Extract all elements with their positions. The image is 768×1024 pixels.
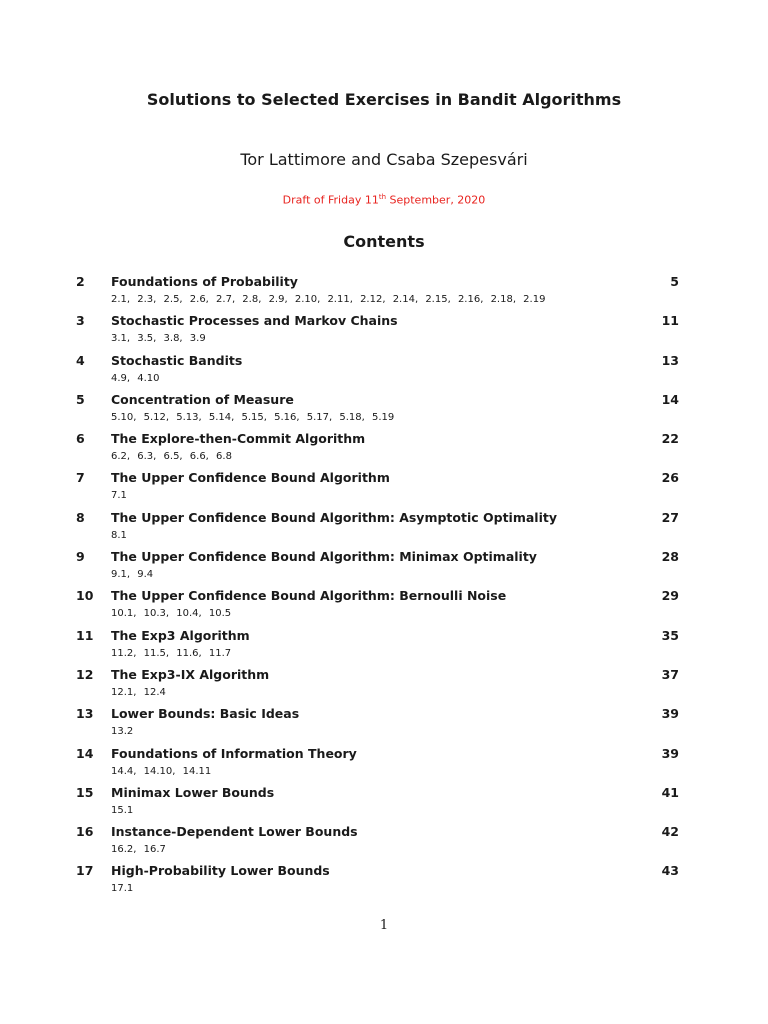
exercise-list: 3.1, 3.5, 3.8, 3.9 bbox=[111, 333, 206, 345]
chapter-page-link[interactable]: 5 bbox=[670, 274, 679, 289]
toc-entry[interactable] bbox=[76, 508, 679, 547]
chapter-page-link[interactable]: 39 bbox=[661, 706, 679, 722]
chapter-title-link[interactable]: Stochastic Bandits bbox=[111, 352, 243, 368]
chapter-page-link[interactable]: 42 bbox=[661, 824, 679, 840]
chapter-number: 6 bbox=[76, 431, 85, 447]
chapter-line[interactable] bbox=[76, 626, 679, 646]
toc-entry[interactable] bbox=[76, 272, 679, 311]
draft-date bbox=[0, 193, 768, 207]
chapter-title-link[interactable]: Foundations of Information Theory bbox=[111, 745, 357, 761]
exercise-list: 11.2, 11.5, 11.6, 11.7 bbox=[111, 647, 232, 659]
chapter-number: 14 bbox=[76, 745, 94, 761]
document-title: Solutions to Selected Exercises in Bandit Algorithms bbox=[146, 90, 622, 109]
exercise-list: 9.1, 9.4 bbox=[111, 569, 154, 581]
chapter-page-link[interactable]: 28 bbox=[661, 549, 679, 565]
exercise-list: 14.4, 14.10, 14.11 bbox=[111, 765, 212, 777]
chapter-title-link[interactable]: High-Probability Lower Bounds bbox=[111, 863, 330, 879]
chapter-line[interactable] bbox=[76, 665, 679, 685]
toc-entry[interactable] bbox=[76, 783, 679, 822]
chapter-line[interactable] bbox=[76, 390, 679, 410]
chapter-title-link[interactable]: Concentration of Measure bbox=[111, 391, 294, 407]
exercise-list: 17.1 bbox=[111, 883, 134, 895]
toc-entry[interactable] bbox=[76, 665, 679, 704]
chapter-line[interactable] bbox=[76, 272, 679, 292]
chapter-page-link[interactable]: 41 bbox=[661, 784, 679, 800]
toc-entry[interactable] bbox=[76, 822, 679, 861]
chapter-title-link[interactable]: The Exp3 Algorithm bbox=[111, 627, 250, 643]
chapter-line[interactable] bbox=[76, 508, 679, 528]
toc-entry[interactable] bbox=[76, 704, 679, 743]
toc-entry[interactable] bbox=[76, 390, 679, 429]
exercise-list: 2.1, 2.3, 2.5, 2.6, 2.7, 2.8, 2.9, 2.10, 2.11, 2.12, 2.14, 2.15, 2.16, 2.18, 2.19 bbox=[111, 294, 546, 305]
toc-entry[interactable] bbox=[76, 429, 679, 468]
exercise-list: 16.2, 16.7 bbox=[111, 844, 166, 856]
exercise-list: 10.1, 10.3, 10.4, 10.5 bbox=[111, 608, 232, 620]
chapter-number: 16 bbox=[76, 824, 94, 840]
draft-suffix: September, 2020 bbox=[386, 193, 486, 207]
chapter-line[interactable] bbox=[76, 783, 679, 803]
chapter-page-link[interactable]: 39 bbox=[661, 745, 679, 761]
chapter-title-link[interactable]: The Upper Confidence Bound Algorithm: Minimax Optimality bbox=[111, 549, 537, 565]
chapter-title-link[interactable]: Instance-Dependent Lower Bounds bbox=[111, 824, 358, 840]
exercise-list: 5.10, 5.12, 5.13, 5.14, 5.15, 5.16, 5.17, 5.18, 5.19 bbox=[111, 411, 395, 423]
chapter-title-link[interactable]: The Upper Confidence Bound Algorithm: Bernoulli Noise bbox=[111, 588, 507, 604]
chapter-page-link[interactable]: 37 bbox=[661, 666, 679, 682]
chapter-page-link[interactable]: 43 bbox=[661, 863, 679, 879]
chapter-page-link[interactable]: 29 bbox=[661, 588, 679, 604]
toc-entry[interactable] bbox=[76, 311, 679, 350]
exercise-list: 6.2, 6.3, 6.5, 6.6, 6.8 bbox=[111, 451, 232, 463]
chapter-number: 17 bbox=[76, 863, 94, 879]
chapter-number: 11 bbox=[76, 627, 94, 643]
chapter-line[interactable] bbox=[76, 704, 679, 724]
exercise-list: 13.2 bbox=[111, 726, 134, 738]
chapter-title-link[interactable]: Minimax Lower Bounds bbox=[111, 784, 275, 800]
table-of-contents bbox=[76, 272, 679, 901]
toc-entry[interactable] bbox=[76, 626, 679, 665]
toc-entry[interactable] bbox=[76, 744, 679, 783]
chapter-number: 4 bbox=[76, 352, 85, 368]
chapter-line[interactable] bbox=[76, 861, 679, 881]
chapter-line[interactable] bbox=[76, 586, 679, 606]
chapter-number: 9 bbox=[76, 549, 85, 565]
chapter-line[interactable] bbox=[76, 822, 679, 842]
chapter-title-link[interactable]: The Upper Confidence Bound Algorithm bbox=[111, 470, 390, 486]
chapter-title-link[interactable]: The Explore-then-Commit Algorithm bbox=[111, 431, 366, 447]
chapter-title-link[interactable]: Lower Bounds: Basic Ideas bbox=[111, 706, 300, 722]
chapter-number: 2 bbox=[76, 274, 85, 289]
chapter-number: 13 bbox=[76, 706, 94, 722]
chapter-title-link[interactable]: Foundations of Probability bbox=[111, 274, 298, 289]
authors: Tor Lattimore and Csaba Szepesvári bbox=[240, 150, 528, 169]
chapter-number: 12 bbox=[76, 666, 94, 682]
chapter-number: 8 bbox=[76, 509, 85, 525]
chapter-page-link[interactable]: 22 bbox=[661, 431, 679, 447]
draft-prefix: Draft of Friday 11 bbox=[282, 193, 379, 207]
toc-entry[interactable] bbox=[76, 861, 679, 900]
chapter-title-link[interactable]: The Upper Confidence Bound Algorithm: Asymptotic Optimality bbox=[111, 509, 557, 525]
contents-heading: Contents bbox=[343, 232, 425, 251]
chapter-title-link[interactable]: Stochastic Processes and Markov Chains bbox=[111, 313, 398, 329]
toc-entry[interactable] bbox=[76, 468, 679, 507]
chapter-number: 7 bbox=[76, 470, 85, 486]
chapter-line[interactable] bbox=[76, 744, 679, 764]
chapter-page-link[interactable]: 13 bbox=[661, 352, 679, 368]
chapter-line[interactable] bbox=[76, 468, 679, 488]
chapter-line[interactable] bbox=[76, 429, 679, 449]
chapter-number: 10 bbox=[76, 588, 94, 604]
chapter-page-link[interactable]: 35 bbox=[661, 627, 679, 643]
exercise-list: 7.1 bbox=[111, 490, 127, 502]
chapter-line[interactable] bbox=[76, 311, 679, 331]
chapter-number: 3 bbox=[76, 313, 85, 329]
chapter-page-link[interactable]: 26 bbox=[661, 470, 679, 486]
exercise-list: 15.1 bbox=[111, 804, 134, 816]
chapter-line[interactable] bbox=[76, 351, 679, 371]
chapter-title-link[interactable]: The Exp3-IX Algorithm bbox=[111, 666, 270, 682]
draft-sup: th bbox=[378, 193, 387, 201]
chapter-page-link[interactable]: 11 bbox=[661, 313, 679, 329]
chapter-page-link[interactable]: 27 bbox=[661, 509, 679, 525]
exercise-list: 4.9, 4.10 bbox=[111, 372, 160, 384]
exercise-list: 8.1 bbox=[111, 529, 127, 541]
chapter-line[interactable] bbox=[76, 547, 679, 567]
toc-entry[interactable] bbox=[76, 586, 679, 625]
exercise-list: 12.1, 12.4 bbox=[111, 686, 166, 698]
toc-entry[interactable] bbox=[76, 547, 679, 586]
chapter-page-link[interactable]: 14 bbox=[661, 391, 679, 407]
page-number: 1 bbox=[379, 918, 389, 933]
toc-entry[interactable] bbox=[76, 351, 679, 390]
chapter-number: 5 bbox=[76, 391, 85, 407]
chapter-number: 15 bbox=[76, 784, 94, 800]
